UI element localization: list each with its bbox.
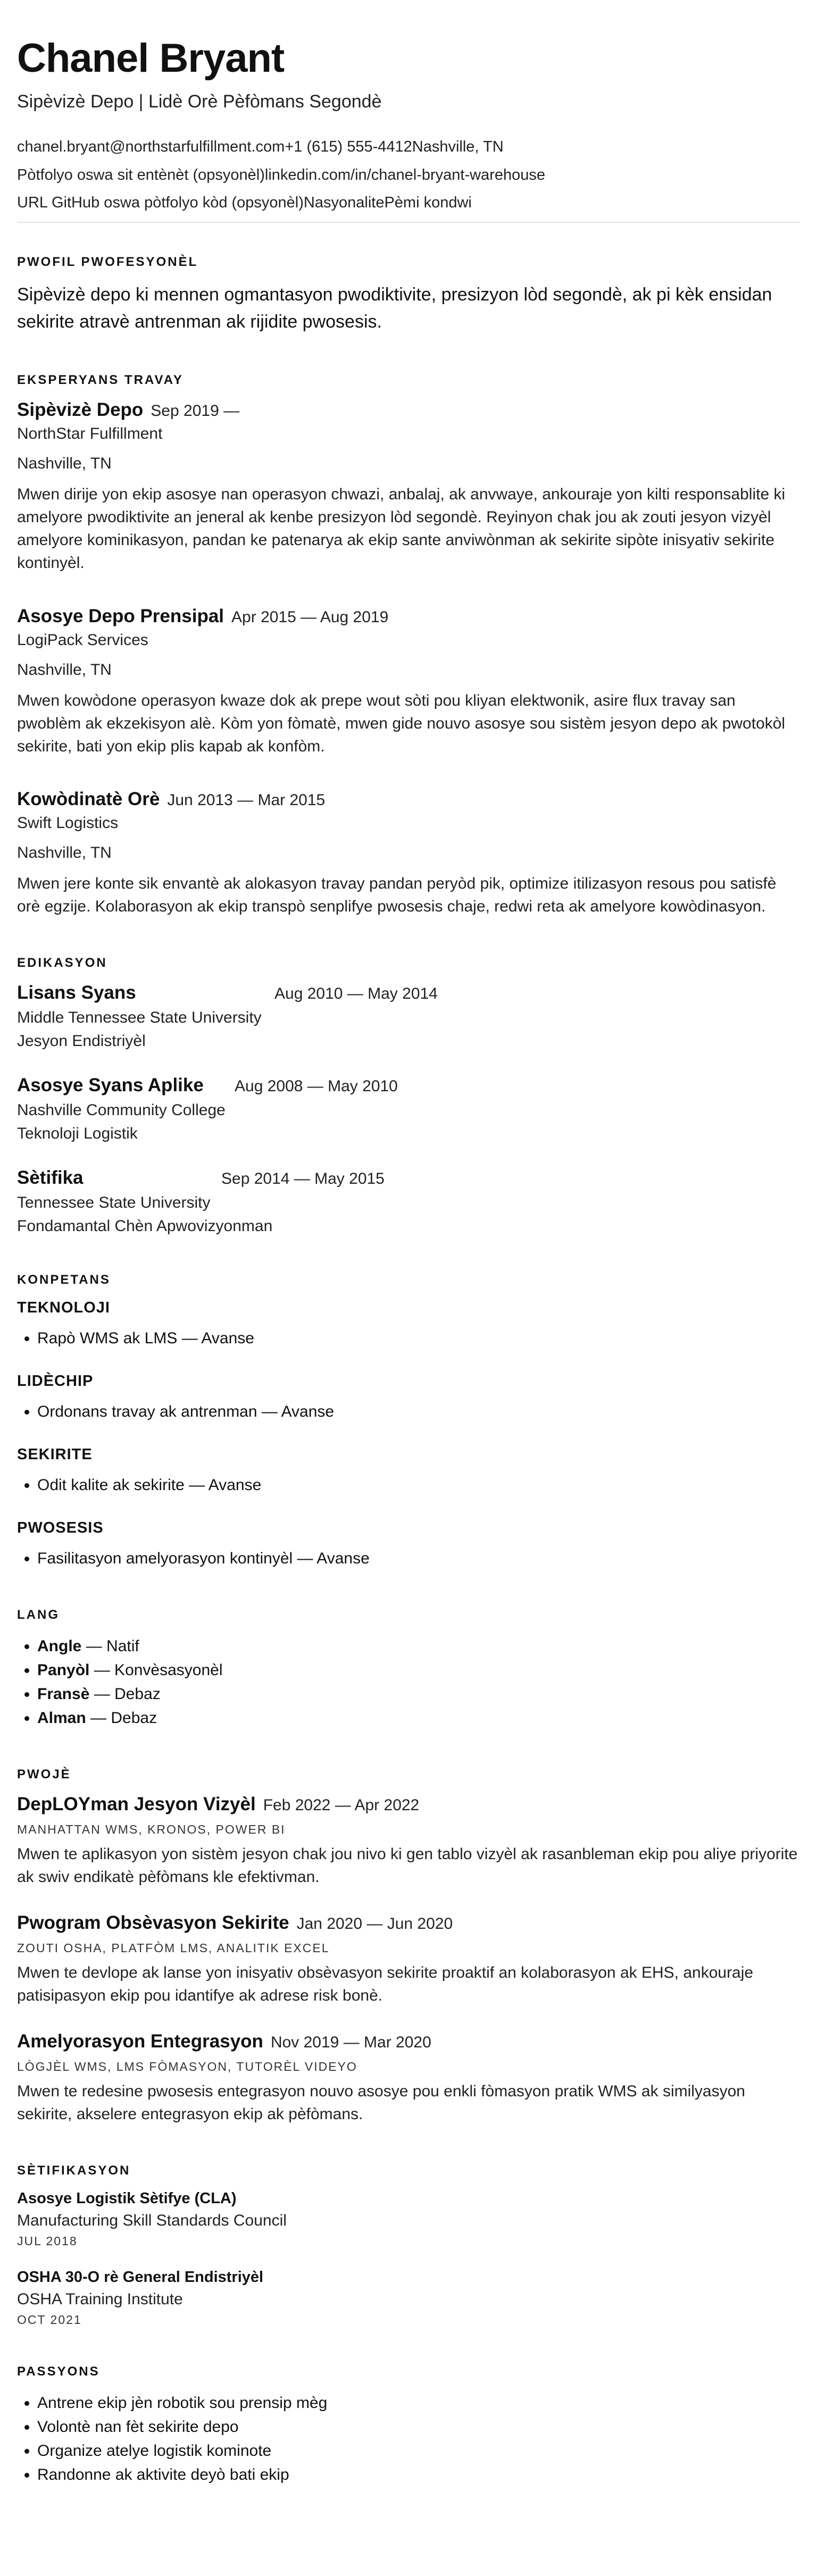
section-heading: EDIKASYON bbox=[17, 956, 107, 971]
job-location: Nashville, TN bbox=[17, 660, 112, 679]
section-heading: SÈTIFIKASYON bbox=[17, 2163, 131, 2178]
experience-item bbox=[17, 399, 800, 575]
section-heading: LANG bbox=[17, 1608, 60, 1622]
project-title: Pwogram Obsèvasyon Sekirite bbox=[17, 1912, 289, 1933]
contact-row-2 bbox=[17, 166, 800, 185]
project-title: DepLOYman Jesyon Vizyèl bbox=[17, 1794, 256, 1815]
contact-row-1 bbox=[17, 138, 800, 156]
degree-name: Sètifika bbox=[17, 1167, 84, 1189]
job-description: Mwen jere konte sik envantè ak alokasyon travay pandan peryòd pik, optimize itilizasyon resous pou satisfè orè egzije. Kolaborasyon ak ekip transpò senplifye pwosesis chaje, redwi reta ak amelyore kowòdinasyon. bbox=[17, 875, 777, 916]
interest-item: • Antrene ekip jèn robotik sou prensip mèg bbox=[37, 2391, 800, 2415]
school-name: Middle Tennessee State University bbox=[17, 1009, 262, 1027]
resume-header bbox=[17, 37, 800, 212]
language-level: — Debaz bbox=[94, 1685, 161, 1703]
language-name: Angle bbox=[37, 1637, 82, 1655]
certification-issuer: OSHA Training Institute bbox=[17, 2290, 183, 2308]
field-of-study: Fondamantal Chèn Apwovizyonman bbox=[17, 1217, 273, 1235]
language-item bbox=[37, 1706, 800, 1730]
experience-item bbox=[17, 606, 800, 758]
job-title: Asosye Depo Prensipal bbox=[17, 605, 224, 626]
certification-item bbox=[17, 2190, 800, 2248]
job-location: Nashville, TN bbox=[17, 455, 112, 473]
company-name: NorthStar Fulfillment bbox=[17, 425, 163, 443]
section-heading: EKSPERYANS TRAVAY bbox=[17, 373, 184, 388]
language-name: Alman bbox=[37, 1709, 86, 1727]
candidate-name: Chanel Bryant bbox=[17, 36, 285, 81]
project-tools: ZOUTI OSHA, PLATFÒM LMS, ANALITIK EXCEL bbox=[17, 1941, 330, 1955]
experience-item-head bbox=[17, 399, 800, 421]
summary-text: Sipèvizè depo ki mennen ogmantasyon pwodiktivite, presizyon lòd segondè, ak pi kèk ensidan sekirite atravè antrenman ak rijidite pwosesis. bbox=[17, 285, 772, 332]
candidate-title: Sipèvizè Depo | Lidè Orè Pèfòmans Segondè bbox=[17, 91, 382, 112]
skill-item: • Ordonans travay ak antrenman — Avanse bbox=[37, 1400, 800, 1424]
project-description: Mwen te devlope ak lanse yon inisyativ obsèvasyon sekirite proaktif an kolaborasyon ak EHS, ankouraje patisipasyon ekip pou idantifye ak adrese risk bonè. bbox=[17, 1963, 754, 2004]
degree-name: Asosye Syans Aplike bbox=[17, 1075, 204, 1096]
section-heading: KONPETANS bbox=[17, 1273, 111, 1287]
interest-item: • Randonne ak aktivite deyò bati ekip bbox=[37, 2463, 800, 2487]
interest-item: • Volontè nan fèt sekirite depo bbox=[37, 2415, 800, 2439]
phone-number[interactable]: +1 (615) 555-4412 bbox=[285, 138, 412, 155]
project-item-head bbox=[17, 1794, 800, 1815]
skill-item: • Rapò WMS ak LMS — Avanse bbox=[37, 1326, 800, 1350]
nationality-label: Nasyonalite bbox=[303, 194, 385, 212]
section-heading: PWOJÈ bbox=[17, 1767, 71, 1782]
contact-row-3 bbox=[17, 194, 800, 212]
education-dates: Sep 2014 — May 2015 bbox=[221, 1170, 385, 1188]
project-description: Mwen te redesine pwosesis entegrasyon nouvo asosye pou enkli fòmasyon pratik WMS ak similyasyon sekirite, akselere entegrasyon ekip ak pèfòmans. bbox=[17, 2082, 745, 2123]
job-dates: Apr 2015 — Aug 2019 bbox=[231, 608, 389, 626]
job-dates: Sep 2019 — bbox=[151, 402, 240, 420]
skill-list bbox=[17, 1326, 800, 1350]
skill-category: PWOSESIS bbox=[17, 1519, 104, 1537]
skill-item: • Odit kalite ak sekirite — Avanse bbox=[37, 1473, 800, 1497]
job-title: Sipèvizè Depo bbox=[17, 399, 144, 421]
project-description: Mwen te aplikasyon yon sistèm jesyon chak jou nivo ki gen tablo vizyèl ak rasanbleman ekip pou aliye priyorite ak swiv endikatè pèfòmans kle efektivman. bbox=[17, 1845, 798, 1886]
skill-list bbox=[17, 1546, 800, 1570]
language-level: — Natif bbox=[86, 1637, 139, 1655]
portfolio-link[interactable]: Pòtfolyo oswa sit entènèt (opsyonèl) bbox=[17, 166, 265, 183]
experience-item bbox=[17, 789, 800, 918]
project-item bbox=[17, 1794, 800, 1889]
certification-item bbox=[17, 2269, 800, 2327]
language-level: — Konvèsasyonèl bbox=[94, 1661, 223, 1679]
company-name: LogiPack Services bbox=[17, 631, 148, 649]
education-item-head bbox=[17, 982, 800, 1003]
project-tools: MANHATTAN WMS, KRONOS, POWER BI bbox=[17, 1822, 286, 1837]
resume-page bbox=[17, 0, 800, 2487]
experience-item-head bbox=[17, 789, 800, 810]
education-section bbox=[17, 956, 800, 1235]
school-name: Tennessee State University bbox=[17, 1194, 211, 1212]
project-tools: LÒGJÈL WMS, LMS FÒMASYON, TUTORÈL VIDEYO bbox=[17, 2059, 357, 2073]
job-description: Mwen kowòdone operasyon kwaze dok ak prepe wout sòti pou kliyan elektwonik, asire flux travay san pwoblèm ak ekzekisyon alè. Kòm yon fòmatè, mwen gide nouvo asosye sou sistèm jesyon depo ak pwotokòl sekirite, bati yon ekip plis kapab ak konfòm. bbox=[17, 691, 786, 755]
project-item bbox=[17, 2031, 800, 2126]
school-name: Nashville Community College bbox=[17, 1101, 226, 1119]
skill-group bbox=[17, 1446, 800, 1497]
project-dates: Nov 2019 — Mar 2020 bbox=[270, 2033, 431, 2051]
interest-item: • Organize atelye logistik kominote bbox=[37, 2439, 800, 2463]
language-item bbox=[37, 1682, 800, 1706]
skill-category: TEKNOLOJI bbox=[17, 1299, 110, 1317]
education-item bbox=[17, 1167, 800, 1235]
skill-list bbox=[17, 1400, 800, 1424]
skill-category: LIDÈCHIP bbox=[17, 1373, 94, 1390]
header-divider bbox=[17, 222, 800, 223]
section-heading: PWOFIL PWOFESYONÈL bbox=[17, 255, 198, 270]
summary-section bbox=[17, 255, 800, 336]
language-item bbox=[37, 1634, 800, 1658]
section-heading: PASSYONS bbox=[17, 2364, 100, 2379]
education-dates: Aug 2010 — May 2014 bbox=[274, 985, 438, 1003]
skill-category: SEKIRITE bbox=[17, 1446, 93, 1463]
project-title: Amelyorasyon Entegrasyon bbox=[17, 2030, 263, 2052]
experience-section bbox=[17, 373, 800, 918]
skills-section bbox=[17, 1273, 800, 1570]
skill-group bbox=[17, 1519, 800, 1570]
job-dates: Jun 2013 — Mar 2015 bbox=[167, 791, 326, 809]
interest-list bbox=[17, 2391, 800, 2487]
education-item-head bbox=[17, 1075, 800, 1096]
skill-group bbox=[17, 1373, 800, 1424]
skill-group bbox=[17, 1299, 800, 1350]
language-name: Fransè bbox=[37, 1685, 90, 1703]
language-level: — Debaz bbox=[90, 1709, 157, 1727]
certification-issuer: Manufacturing Skill Standards Council bbox=[17, 2211, 287, 2229]
projects-section bbox=[17, 1767, 800, 2126]
job-description: Mwen dirije yon ekip asosye nan operasyon chwazi, anbalaj, ak anvwaye, ankouraje yon kilti responsablite ki amelyore pwodiktivite an jeneral ak kenbe presizyon lòd segondè. Reyinyon chak jou ak zouti jesyon vizyèl amelyore kominikasyon, pandan ke patenarya ak ekip sante anviwònman ak sekirite sipòte inisyativ sekirite kontinyèl. bbox=[17, 486, 786, 572]
job-location: Nashville, TN bbox=[17, 844, 112, 862]
certifications-section bbox=[17, 2163, 800, 2327]
education-dates: Aug 2008 — May 2010 bbox=[235, 1077, 398, 1095]
certification-name: OSHA 30-O rè General Endistriyèl bbox=[17, 2268, 264, 2286]
languages-section bbox=[17, 1608, 800, 1730]
location: Nashville, TN bbox=[412, 138, 504, 155]
certification-date: JUL 2018 bbox=[17, 2234, 78, 2248]
project-item bbox=[17, 1912, 800, 2008]
field-of-study: Teknoloji Logistik bbox=[17, 1125, 138, 1143]
education-item-head bbox=[17, 1167, 800, 1189]
project-dates: Jan 2020 — Jun 2020 bbox=[296, 1914, 453, 1933]
project-item-head bbox=[17, 1912, 800, 1934]
skill-item: • Fasilitasyon amelyorasyon kontinyèl — Avanse bbox=[37, 1546, 800, 1570]
language-list bbox=[17, 1634, 800, 1730]
github-link[interactable]: URL GitHub oswa pòtfolyo kòd (opsyonèl) bbox=[17, 194, 304, 212]
degree-name: Lisans Syans bbox=[17, 982, 136, 1003]
job-title: Kowòdinatè Orè bbox=[17, 789, 160, 810]
education-item bbox=[17, 1075, 800, 1143]
linkedin-link[interactable]: linkedin.com/in/chanel-bryant-warehouse bbox=[264, 166, 545, 183]
interests-section bbox=[17, 2364, 800, 2487]
language-item bbox=[37, 1658, 800, 1682]
skill-list bbox=[17, 1473, 800, 1497]
education-item bbox=[17, 982, 800, 1050]
project-dates: Feb 2022 — Apr 2022 bbox=[263, 1796, 420, 1814]
company-name: Swift Logistics bbox=[17, 814, 119, 832]
driver-license-label: Pèmi kondwi bbox=[384, 194, 472, 212]
email-link[interactable]: chanel.bryant@northstarfulfillment.com bbox=[17, 138, 285, 155]
certification-name: Asosye Logistik Sètifye (CLA) bbox=[17, 2189, 237, 2207]
language-name: Panyòl bbox=[37, 1661, 90, 1679]
certification-date: OCT 2021 bbox=[17, 2312, 82, 2327]
experience-item-head bbox=[17, 606, 800, 627]
field-of-study: Jesyon Endistriyèl bbox=[17, 1032, 146, 1050]
project-item-head bbox=[17, 2031, 800, 2052]
